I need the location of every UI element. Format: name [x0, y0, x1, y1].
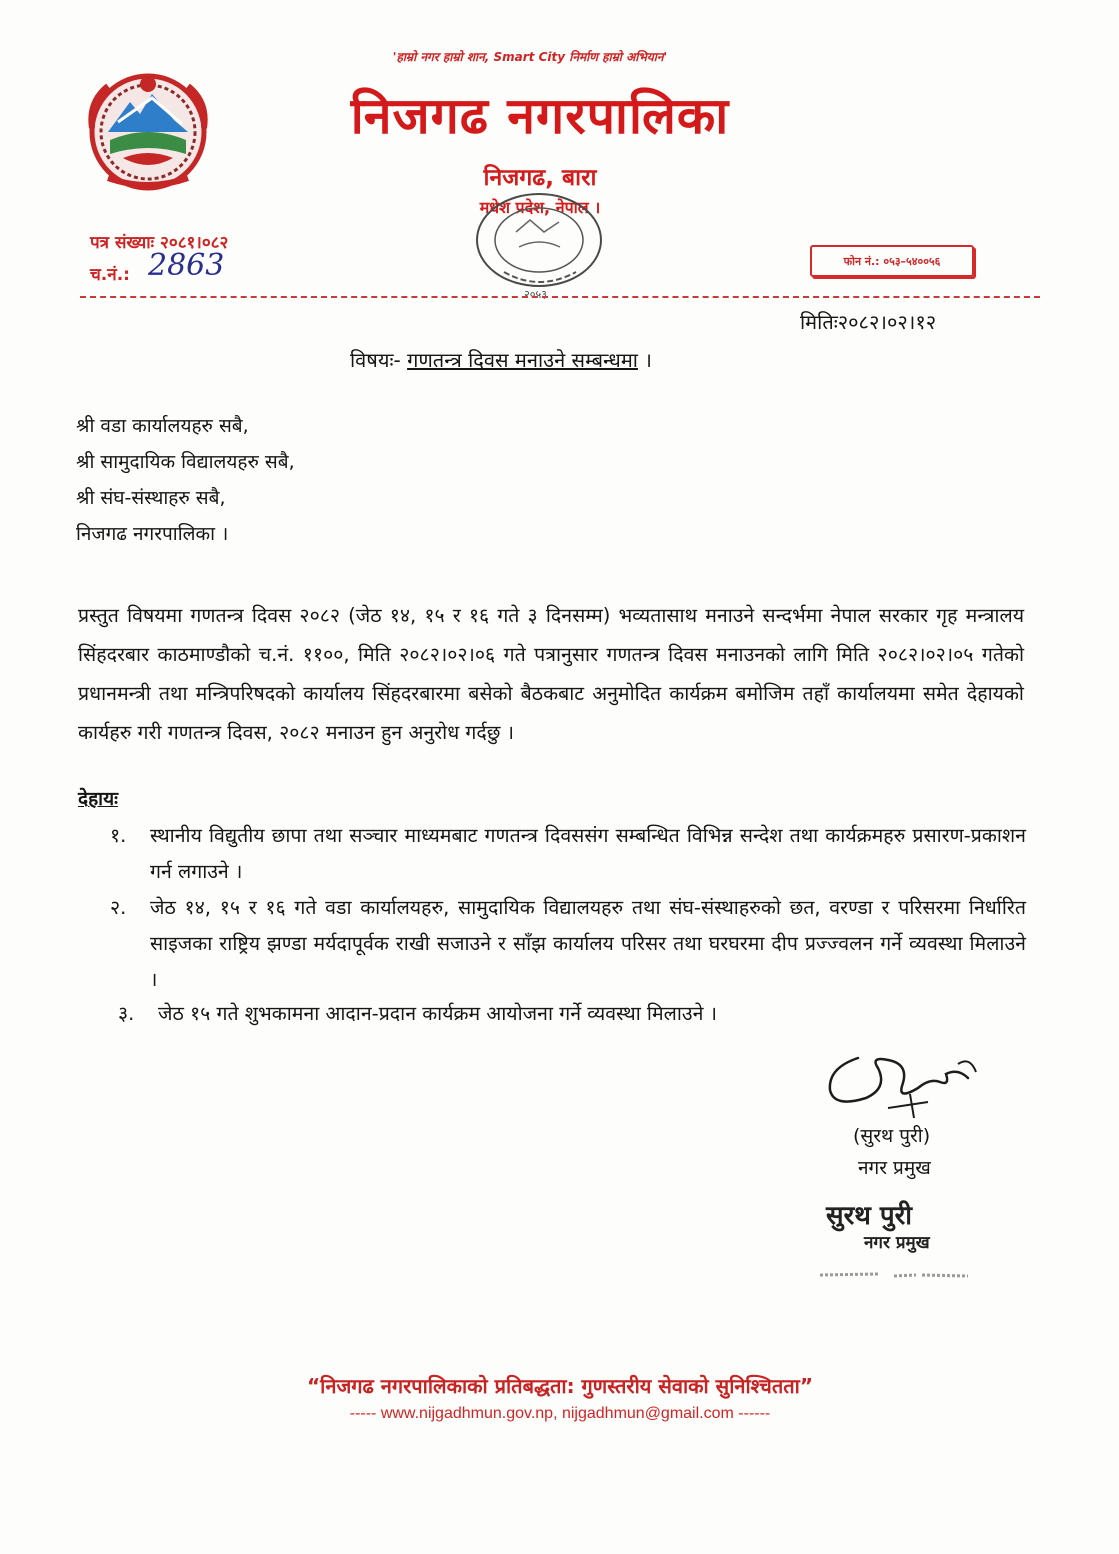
dispatch-number-handwritten: 2863	[148, 248, 225, 283]
header-slogan: 'हाम्रो नगर हाम्रो शान, Smart City निर्माण हाम्रो अभियान'	[392, 50, 668, 64]
list-item-number: ३.	[118, 1002, 135, 1025]
letter-number: पत्र संख्याः २०८१।०८२	[90, 233, 229, 253]
org-title: निजगढ नगरपालिका	[350, 87, 730, 145]
org-address-line1: निजगढ, बारा	[483, 165, 597, 191]
stamp-year: २०५३	[524, 288, 547, 301]
list-item-text: जेठ १५ गते शुभकामना आदान-प्रदान कार्यक्रम आयोजना गर्ने व्यवस्था मिलाउने ।	[158, 1002, 718, 1025]
name-stamp: सुरथ पुरी	[826, 1201, 913, 1231]
list-item	[110, 818, 1026, 890]
list-heading: देहायः	[78, 788, 118, 810]
body-paragraph: प्रस्तुत विषयमा गणतन्त्र दिवस २०८२ (जेठ १४, १५ र १६ गते ३ दिनसम्म) भव्यतासाथ मनाउने सन्दर्भमा नेपाल सरकार गृह मन्त्रालय सिंहदरबार काठमाण्डौको च.नं. ११००, मिति २०८२।०२।०६ गते पत्रानुसार गणतन्त्र दिवस मनाउनको लागि मिति २०८२।०२।०५ गतेको प्रधानमन्त्री तथा मन्त्रिपरिषदको कार्यालय सिंहदरबारमा बसेको बैठकबाट अनुमोदित कार्यक्रम बमोजिम तहाँ कार्यालयमा समेत देहायको कार्यहरु गरी गणतन्त्र दिवस, २०८२ मनाउन हुन अनुरोध गर्दछु ।	[78, 604, 1024, 744]
list-item	[110, 890, 1026, 998]
signatory-name: (सुरथ पुरी)	[853, 1125, 931, 1147]
subject-text: गणतन्त्र दिवस मनाउने सम्बन्धमा	[407, 348, 638, 372]
dispatch-number-label: च.नं.:	[90, 265, 130, 285]
title-stamp: नगर प्रमुख	[864, 1233, 930, 1253]
signatory-title: नगर प्रमुख	[858, 1157, 931, 1179]
list-item-number: २.	[110, 896, 127, 919]
footer-contact: ----- www.nijgadhmun.gov.np, nijgadhmun@gmail.com ------	[349, 1405, 771, 1422]
list-item-number: १.	[110, 824, 127, 847]
list-item-text: जेठ १४, १५ र १६ गते वडा कार्यालयहरु, सामुदायिक विद्यालयहरु तथा संघ-संस्थाहरुको छत, वरण्डा र परिसरमा निर्धारित साइजका राष्ट्रिय झण्डा मर्यदापूर्वक राखी सजाउने र साँझ कार्यालय परिसर तथा घरघरमा दीप प्रज्ज्वलन गर्ने व्यवस्था मिलाउने ।	[150, 896, 1026, 991]
list-item	[118, 996, 1018, 1032]
letter-date: मितिः२०८२।०२।१२	[800, 310, 937, 334]
subject-line	[350, 346, 652, 373]
handwritten-signature-icon	[818, 1038, 988, 1123]
office-round-stamp-icon	[464, 192, 614, 302]
addressee-block	[76, 408, 295, 552]
addressee-line: श्री वडा कार्यालयहरु सबै,	[76, 415, 249, 437]
addressee-line: श्री संघ-संस्थाहरु सबै,	[76, 487, 226, 509]
org-address-line2: मधेश प्रदेश, नेपाल ।	[479, 198, 601, 217]
nepal-emblem-icon	[78, 62, 218, 192]
header-divider	[80, 296, 1040, 298]
faded-stamp-mark-icon	[818, 1268, 978, 1282]
subject-label: विषयः-	[350, 348, 401, 372]
subject-end: ।	[637, 348, 652, 372]
phone-box	[810, 245, 974, 277]
footer-slogan: “निजगढ नगरपालिकाको प्रतिबद्धता: गुणस्तरीय सेवाको सुनिश्चितता”	[307, 1374, 813, 1398]
addressee-line: निजगढ नगरपालिका ।	[76, 523, 229, 545]
list-item-text: स्थानीय विद्युतीय छापा तथा सञ्चार माध्यमबाट गणतन्त्र दिवससंग सम्बन्धित विभिन्न सन्देश तथा कार्यक्रमहरु प्रसारण-प्रकाशन गर्न लगाउने ।	[150, 824, 1026, 883]
addressee-line: श्री सामुदायिक विद्यालयहरु सबै,	[76, 451, 295, 473]
phone-text: फोन नं.: ०५३–५४००५६	[843, 254, 941, 268]
